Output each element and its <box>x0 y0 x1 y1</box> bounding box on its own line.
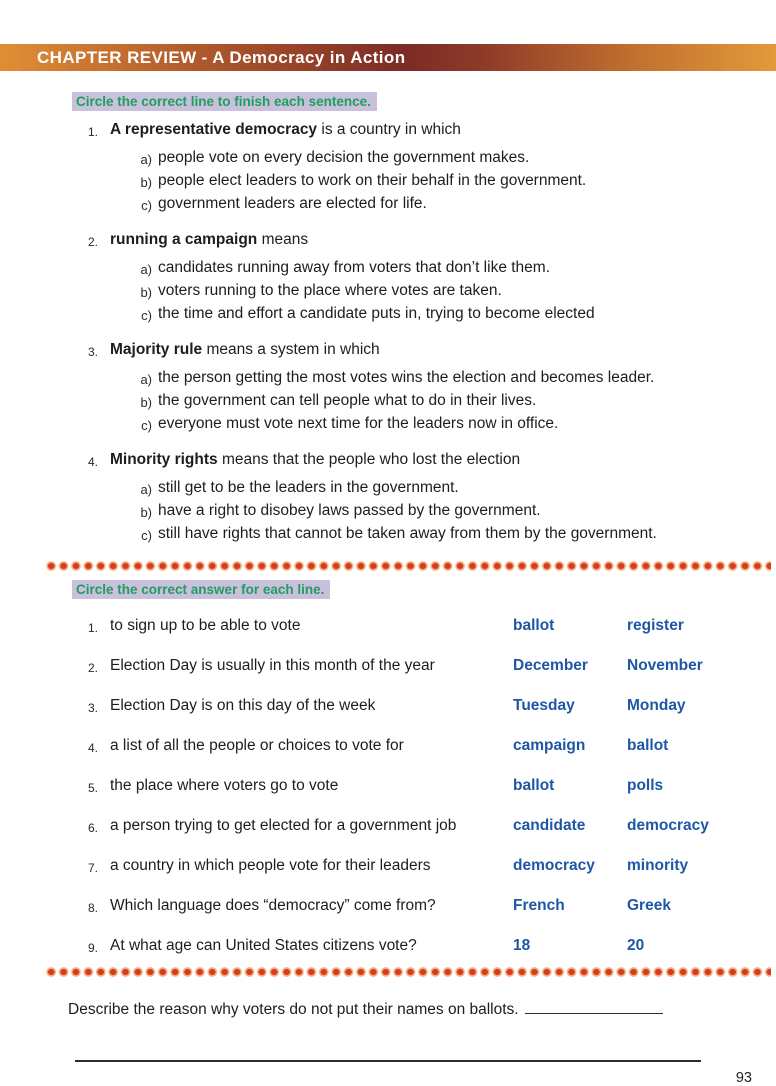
match-row-5 <box>0 775 776 799</box>
item-number: 5. <box>87 781 98 795</box>
item-choice-2: November <box>627 657 703 674</box>
item-clue: At what age can United States citizens vote? <box>110 937 417 954</box>
question-number: 1. <box>87 125 98 139</box>
question-3-option-a <box>132 367 776 390</box>
match-row-8 <box>0 895 776 919</box>
section1-instruction: Circle the correct line to finish each sentence. <box>72 92 377 111</box>
question-number: 4. <box>87 455 98 469</box>
item-number: 3. <box>87 701 98 715</box>
option-letter: c) <box>141 198 152 213</box>
option-text: have a right to disobey laws passed by the government. <box>158 502 541 519</box>
option-text: the government can tell people what to do in their lives. <box>158 392 537 409</box>
question-text <box>110 449 520 473</box>
question-3 <box>0 339 776 436</box>
item-choice-1: campaign <box>513 737 586 754</box>
question-4-head <box>76 449 776 473</box>
dotted-divider-top <box>45 559 771 573</box>
question-4-option-a <box>132 477 776 500</box>
question-2-option-c <box>132 303 776 326</box>
item-choice-1: ballot <box>513 777 555 794</box>
match-row-6 <box>0 815 776 839</box>
option-text: government leaders are elected for life. <box>158 195 427 212</box>
question-number: 2. <box>87 235 98 249</box>
item-choice-1: 18 <box>513 937 531 954</box>
option-text: the time and effort a candidate puts in, trying to become elected <box>158 305 595 322</box>
option-text: still get to be the leaders in the government. <box>158 479 459 496</box>
chapter-header-bar <box>0 44 776 71</box>
question-2 <box>0 229 776 326</box>
item-choice-2: democracy <box>627 817 709 834</box>
item-number: 2. <box>87 661 98 675</box>
question-4-option-c <box>132 523 776 546</box>
option-letter: a) <box>140 482 152 497</box>
item-clue: a person trying to get elected for a government job <box>110 817 457 834</box>
question-2-option-a <box>132 257 776 280</box>
option-text: the person getting the most votes wins the election and becomes leader. <box>158 369 655 386</box>
item-choice-1: democracy <box>513 857 595 874</box>
page-number: 93 <box>735 1070 752 1086</box>
question-1-option-c <box>132 193 776 216</box>
item-clue: Election Day is on this day of the week <box>110 697 376 714</box>
option-letter: a) <box>140 152 152 167</box>
question-text <box>110 229 308 253</box>
match-row-9 <box>0 935 776 959</box>
item-choice-1: ballot <box>513 617 555 634</box>
item-number: 9. <box>87 941 98 955</box>
multiple-choice-section <box>0 77 776 546</box>
question-rest: means that the people who lost the election <box>217 451 521 468</box>
item-choice-2: polls <box>627 777 664 794</box>
question-1 <box>0 119 776 216</box>
option-letter: c) <box>141 308 152 323</box>
item-clue: to sign up to be able to vote <box>110 617 301 634</box>
question-3-head <box>76 339 776 363</box>
open-response-prompt: Describe the reason why voters do not put their names on ballots. <box>68 1001 519 1018</box>
question-number: 3. <box>87 345 98 359</box>
question-4-option-b <box>132 500 776 523</box>
question-rest: means a system in which <box>202 341 380 358</box>
question-term: A representative democracy <box>110 121 318 138</box>
option-text: people elect leaders to work on their behalf in the government. <box>158 172 587 189</box>
match-row-7 <box>0 855 776 879</box>
match-row-3 <box>0 695 776 719</box>
option-text: everyone must vote next time for the leaders now in office. <box>158 415 559 432</box>
option-text: candidates running away from voters that don’t like them. <box>158 259 551 276</box>
item-clue: Election Day is usually in this month of the year <box>110 657 435 674</box>
question-rest: is a country in which <box>317 121 461 138</box>
item-choice-1: candidate <box>513 817 586 834</box>
item-clue: a list of all the people or choices to vote for <box>110 737 404 754</box>
answer-blank-short <box>525 999 663 1014</box>
option-letter: b) <box>140 175 152 190</box>
option-letter: b) <box>140 505 152 520</box>
question-1-option-b <box>132 170 776 193</box>
item-choice-1: Tuesday <box>513 697 575 714</box>
option-letter: a) <box>140 262 152 277</box>
question-term: Majority rule <box>110 341 203 358</box>
matching-section <box>0 573 776 959</box>
question-term: running a campaign <box>110 231 258 248</box>
question-2-head <box>76 229 776 253</box>
answer-blank-long <box>75 1060 701 1062</box>
item-clue: a country in which people vote for their leaders <box>110 857 431 874</box>
item-choice-2: Monday <box>627 697 686 714</box>
option-text: voters running to the place where votes are taken. <box>158 282 502 299</box>
section2-instruction: Circle the correct answer for each line. <box>72 580 330 599</box>
question-1-head <box>76 119 776 143</box>
question-rest: means <box>257 231 309 248</box>
match-row-1 <box>0 615 776 639</box>
option-text: people vote on every decision the government makes. <box>158 149 530 166</box>
item-number: 8. <box>87 901 98 915</box>
option-letter: a) <box>140 372 152 387</box>
question-term: Minority rights <box>110 451 218 468</box>
option-letter: b) <box>140 395 152 410</box>
item-clue: the place where voters go to vote <box>110 777 339 794</box>
item-number: 1. <box>87 621 98 635</box>
question-text <box>110 119 461 143</box>
item-choice-2: Greek <box>627 897 671 914</box>
item-number: 4. <box>87 741 98 755</box>
item-choice-1: French <box>513 897 565 914</box>
item-choice-1: December <box>513 657 588 674</box>
question-2-option-b <box>132 280 776 303</box>
item-choice-2: minority <box>627 857 689 874</box>
question-3-option-b <box>132 390 776 413</box>
question-3-option-c <box>132 413 776 436</box>
question-text <box>110 339 380 363</box>
dotted-divider-bottom <box>45 965 771 979</box>
page-title: CHAPTER REVIEW - A Democracy in Action <box>37 47 406 67</box>
item-number: 7. <box>87 861 98 875</box>
item-choice-2: register <box>627 617 684 634</box>
open-response-prompt-row <box>0 999 776 1020</box>
item-clue: Which language does “democracy” come from? <box>110 897 436 914</box>
question-4 <box>0 449 776 546</box>
match-row-4 <box>0 735 776 759</box>
option-letter: b) <box>140 285 152 300</box>
question-1-option-a <box>132 147 776 170</box>
item-number: 6. <box>87 821 98 835</box>
option-letter: c) <box>141 528 152 543</box>
match-row-2 <box>0 655 776 679</box>
item-choice-2: 20 <box>627 937 645 954</box>
option-letter: c) <box>141 418 152 433</box>
option-text: still have rights that cannot be taken away from them by the government. <box>158 525 657 542</box>
item-choice-2: ballot <box>627 737 669 754</box>
